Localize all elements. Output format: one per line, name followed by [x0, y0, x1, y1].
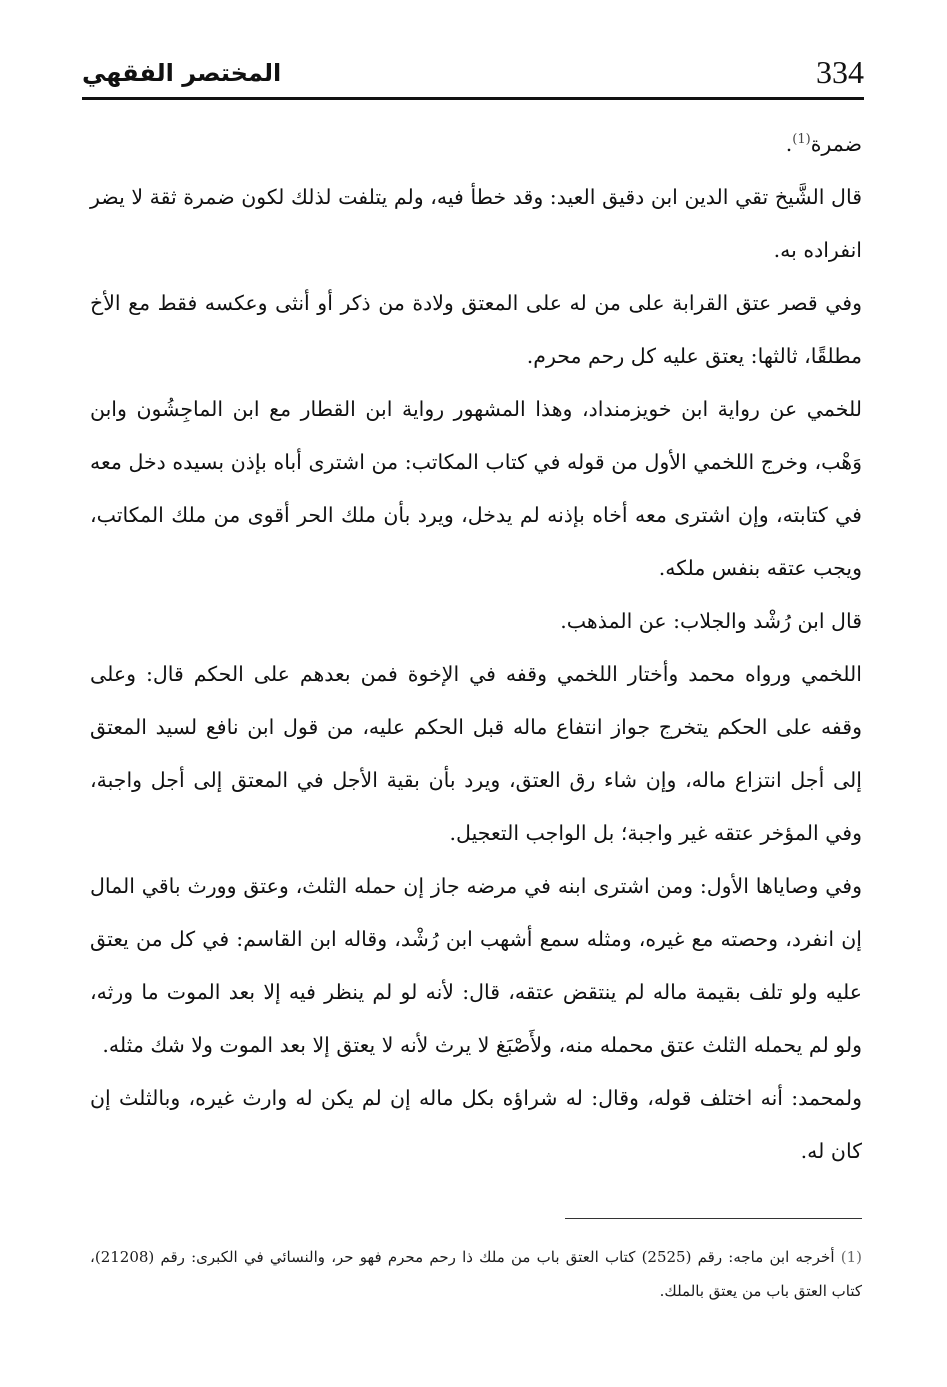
- paragraph-7: وفي وصاياها الأول: ومن اشترى ابنه في مرضه جاز إن حمله الثلث، وعتق وورث باقي المال إن انفرد، وحصته مع غيره، ومثله سمع أشهب ابن رُشْد، وقاله ابن القاسم: في كل من يعتق عليه ولو تلف بقيمة ماله لم ينتقض عتقه، قال: لأنه لو لم ينظر فيه إلا بعد الموت ما ورثه، ولو لم يحمله الثلث عتق محمله منه، ولأَصْبَغ لا يرث لأنه لا يعتق إلا بعد الموت ولا شك مثله.: [90, 874, 862, 1057]
- footnote-separator: [565, 1218, 862, 1219]
- footnote-reference[interactable]: (1): [792, 132, 811, 148]
- footnote-marker: (1): [840, 1248, 862, 1266]
- header-rule: [82, 97, 864, 100]
- footnote-text: أخرجه ابن ماجه: رقم (2525) كتاب العتق باب من ملك ذا رحم محرم فهو حر، والنسائي في الكبرى: رقم (21208)، كتاب العتق باب من يعتق بالملك.: [90, 1248, 862, 1300]
- footnotes: [90, 1240, 862, 1308]
- paragraph-3: وفي قصر عتق القرابة على من له على المعتق ولادة من ذكر أو أنثى وعكسه فقط مع الأخ مطلقًا، ثالثها: يعتق عليه كل رحم محرم.: [90, 291, 862, 368]
- page-number: 334: [816, 54, 864, 90]
- paragraph-4: للخمي عن رواية ابن خويزمنداد، وهذا المشهور رواية ابن القطار مع ابن الماجِشُون وابن وَهْب، وخرج اللخمي الأول من قوله في كتاب المكاتب: من اشترى أباه بإذن بسيده دخل معه في كتابته، وإن اشترى معه أخاه بإذنه لم يدخل، ويرد بأن ملك الحر أقوى من ملك المكاتب، ويجب عتقه بنفس ملكه.: [90, 397, 862, 580]
- page-header: [82, 52, 864, 96]
- paragraph-8: ولمحمد: أنه اختلف قوله، وقال: له شراؤه بكل ماله إن لم يكن له وارث غيره، وبالثلث إن كان له.: [90, 1086, 862, 1163]
- paragraph-1-text: ضمرة: [810, 132, 862, 156]
- paragraph-5: قال ابن رُشْد والجلاب: عن المذهب.: [560, 609, 862, 633]
- paragraph-2: قال الشَّيخ تقي الدين ابن دقيق العيد: وقد خطأ فيه، ولم يتلفت لذلك لكون ضمرة ثقة لا يضر انفراده به.: [90, 185, 862, 262]
- paragraph-1-end: .: [785, 132, 793, 156]
- footnote-1: [90, 1240, 862, 1308]
- running-title: المختصر الفقهي: [82, 59, 282, 87]
- paragraph-1: [90, 118, 862, 171]
- body-text: [90, 118, 862, 1178]
- paragraph-6: اللخمي ورواه محمد وأختار اللخمي وقفه في الإخوة فمن بعدهم على الحكم قال: وعلى وقفه على الحكم يتخرج جواز انتفاع ماله قبل الحكم عليه، من قول ابن نافع لسيد المعتق إلى أجل انتزاع ماله، وإن شاء رق العتق، ويرد بأن بقية الأجل في المعتق إلى أجل واجبة، وفي المؤخر عتقه غير واجبة؛ بل الواجب التعجيل.: [90, 662, 862, 845]
